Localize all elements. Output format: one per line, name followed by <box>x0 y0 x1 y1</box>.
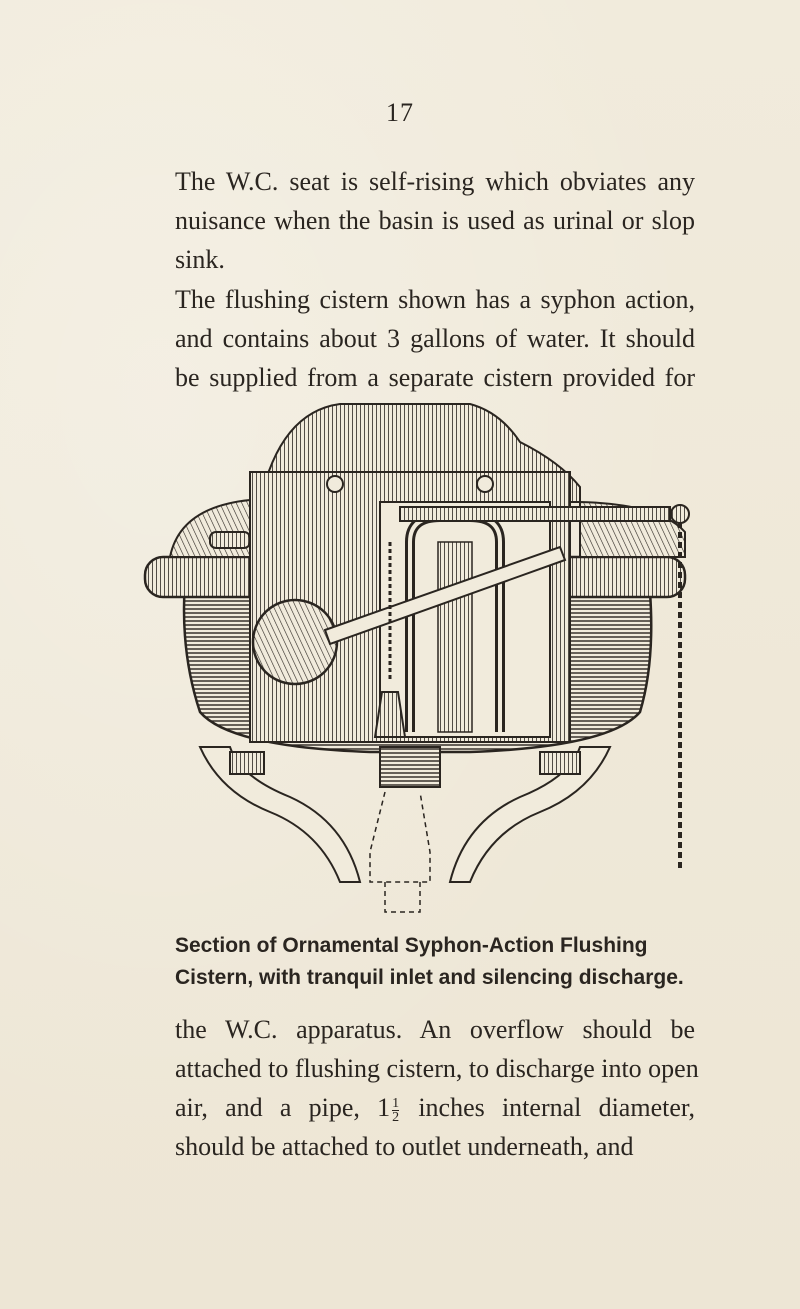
text-line: sink. <box>175 245 225 274</box>
paragraph-seat <box>175 162 695 279</box>
figure-caption <box>175 930 715 994</box>
outlet-fitting <box>380 747 440 787</box>
bracket-left <box>200 747 360 882</box>
bracket-right <box>450 747 610 882</box>
text-line: and contains about 3 gallons of water. It should <box>175 324 695 353</box>
text-line: the W.C. apparatus. An overflow should be <box>175 1015 695 1044</box>
text-line: be supplied from a separate cistern provided for <box>175 363 695 392</box>
cistern-illustration <box>140 392 700 922</box>
fraction-numerator: 1 <box>392 1095 400 1111</box>
text-line: The W.C. seat is self-rising which obviates any <box>175 167 695 196</box>
text-fragment: inches internal diameter, <box>418 1093 695 1122</box>
caption-line: Section of Ornamental Syphon-Action Flushing <box>175 934 648 957</box>
text-line: should be attached to outlet underneath, and <box>175 1132 634 1161</box>
text-fragment: air, and a pipe, <box>175 1093 360 1122</box>
page-number: 17 <box>386 98 414 127</box>
text-line: nuisance when the basin is used as urinal or slop <box>175 206 695 235</box>
fraction <box>392 1097 399 1124</box>
caption-line: Cistern, with tranquil inlet and silencing discharge. <box>175 966 684 989</box>
text-line: The flushing cistern shown has a syphon action, <box>175 285 695 314</box>
text-line: attached to flushing cistern, to discharge into open <box>175 1054 699 1083</box>
paragraph-cistern <box>175 280 695 397</box>
paragraph-overflow <box>175 1010 699 1166</box>
float-ball <box>253 600 337 684</box>
outlet-pipe-outline <box>370 792 430 882</box>
text-line-with-fraction <box>175 1088 695 1127</box>
fraction-whole: 1 <box>377 1093 391 1122</box>
fraction-denominator: 2 <box>392 1109 400 1125</box>
inlet-pipe <box>400 507 670 521</box>
